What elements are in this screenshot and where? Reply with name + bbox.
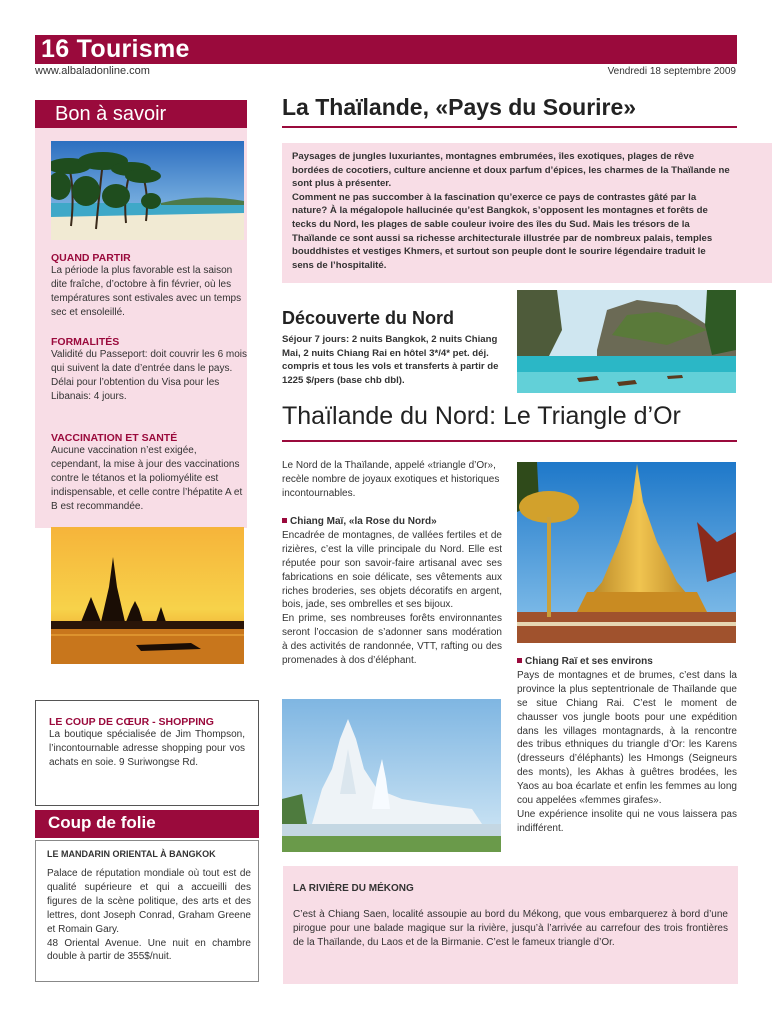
- chiang-rai-text: Pays de montagnes et de brumes, c’est dans la province la plus septentrionale de Thaïlande que se situe Chiang Rai. C’est le moment de chausser vos jungle boots pour une expédition dans les villages montagnards, à la rencontre des tribus ethniques du triangle d’Or: les Karens (dresseurs d’éléphants) les Hmongs (Seigneurs des monts), les Akhas à guêtres brodées, les Yaos au boa écarlate et enfin les femmes au long cou appelées «femmes girafes».: [517, 669, 737, 807]
- coup-de-folie-title: Coup de folie: [48, 813, 156, 832]
- white-temple-photo: [282, 699, 501, 852]
- quand-partir-heading: QUAND PARTIR: [51, 252, 131, 264]
- bullet-icon: [282, 518, 287, 523]
- intro-text-2: Comment ne pas succomber à la fascination qu’exerce ce pays de contrastes gâté par la nature? À la mégalopole hallucinée qu’est Bangkok, s’opposent les montagnes et forêts de tecks du Nord, les plages de sable couleur ivoire des îles du Sud. Mais les trésors de la Thaïlande ce sont aussi sa richesse architecturale illustrée par de nombreux palais, temples bouddhistes et vestiges Khmers, et surtout son peuple dont le sourire légendaire traduit le sens de l’hospitalité.: [292, 191, 713, 271]
- section-formalites: [51, 336, 247, 404]
- formalites-heading: FORMALITÉS: [51, 336, 120, 348]
- section-quand-partir: [51, 252, 247, 320]
- decouverte-title: Découverte du Nord: [282, 308, 455, 328]
- bullet-icon: [517, 658, 522, 663]
- chiang-rai-section: [517, 655, 737, 836]
- section-name: Tourisme: [76, 35, 190, 63]
- mandarin-text: Palace de réputation mondiale où tout est de qualité supérieure et qui a accueilli des figures de la scène politique, des arts et des lettres, dont Joseph Conrad, Graham Greene et Romain Gary.: [47, 868, 251, 935]
- golden-stupa-photo: [517, 462, 736, 643]
- coup-de-coeur-text: La boutique spécialisée de Jim Thompson, l’incontournable adresse shopping pour vos achats en soie. 9 Suriwongse Rd.: [49, 729, 245, 768]
- main-title-rule: [282, 126, 737, 128]
- beach-photo: [51, 141, 244, 240]
- mandarin-text-2: 48 Oriental Avenue. Une nuit en chambre double à partir de 355$/nuit.: [47, 937, 251, 963]
- triangle-intro: Le Nord de la Thaïlande, appelé «triangle d’Or», recèle nombre de joyaux exotiques et historiques incontournables.: [282, 460, 500, 499]
- triangle-title: Thaïlande du Nord: Le Triangle d’Or: [282, 402, 681, 430]
- section-vaccination: [51, 432, 247, 514]
- chiang-rai-heading-text: Chiang Raï et ses environs: [525, 656, 653, 667]
- triangle-title-rule: [282, 440, 737, 442]
- quand-partir-text: La période la plus favorable est la saison dite fraîche, d’octobre à fin février, où les températures sont estivales avec un temps sec et ensoleillé.: [51, 265, 242, 318]
- coup-de-coeur-heading: LE COUP DE CŒUR - SHOPPING: [49, 716, 214, 728]
- mandarin-content: [47, 849, 251, 964]
- mekong-text: C’est à Chiang Saen, localité assoupie au bord du Mékong, que vous embarquerez à bord d’une pirogue pour une balade magique sur la rivière, jusqu’à l’arrivée au carrefour des trois frontières de la Thaïlande, du Laos et de la Birmanie. C’est le fameux triangle d’Or.: [293, 909, 728, 948]
- page-header-title: [41, 34, 190, 65]
- temple-sunset-photo: [51, 527, 244, 664]
- sidebar-title: Bon à savoir: [55, 103, 167, 125]
- chiang-mai-heading-text: Chiang Maï, «la Rose du Nord»: [290, 516, 437, 527]
- mekong-heading: LA RIVIÈRE DU MÉKONG: [293, 883, 414, 894]
- chiang-rai-text-2: Une expérience insolite qui ne vous laissera pas indifférent.: [517, 808, 737, 834]
- intro-text: Paysages de jungles luxuriantes, montagnes embrumées, îles exotiques, plages de rêve bordées de cocotiers, culture ancienne et doux parfum d’épices, les charmes de la Thaïlande ne sont plus à présenter.: [292, 151, 730, 190]
- website-url[interactable]: www.albaladonline.com: [35, 65, 150, 77]
- chiang-mai-text: Encadrée de montagnes, de vallées fertiles et de rizières, c’est la ville principale du Nord. Elle est réputée pour son savoir-faire artisanal avec ses fabrications en soie délicate, ses vêtements aux riches broderies, ses objets décoratifs en argent, bois, jade, ses ombrelles et ses bijoux.: [282, 529, 502, 611]
- vaccination-heading: VACCINATION ET SANTÉ: [51, 432, 178, 444]
- mandarin-heading: LE MANDARIN ORIENTAL À BANGKOK: [47, 849, 216, 859]
- page-number: 16: [41, 35, 70, 63]
- intro-text-block: [292, 150, 730, 272]
- chiang-mai-section: [282, 515, 502, 668]
- formalites-text: Validité du Passeport: doit couvrir les 6 mois qui suivent la date d’entrée dans le pays.: [51, 349, 248, 374]
- vaccination-text: Aucune vaccination n’est exigée, cependant, la mise à jour des vaccinations contre le tétanos et la poliomyélite est indispensable, et celle contre l’hépatite A et B est recommandée.: [51, 445, 243, 512]
- decouverte-text: Séjour 7 jours: 2 nuits Bangkok, 2 nuits Chiang Mai, 2 nuits Chiang Rai en hôtel 3*/4* pet. déj. compris et tous les vols et transferts à partir de 1225 $/pers (base chb dbl).: [282, 334, 499, 386]
- coup-de-coeur-content: [49, 716, 249, 770]
- bay-photo: [517, 290, 736, 393]
- issue-date: Vendredi 18 septembre 2009: [607, 66, 736, 77]
- formalites-text-2: Délai pour l’obtention du Visa pour les Libanais: 4 jours.: [51, 377, 220, 402]
- chiang-mai-text-2: En prime, ses nombreuses forêts environnantes seront l’occasion de s’adonner sans modération à des activités de randonnée, VTT, rafting ou des promenades à dos d’éléphant.: [282, 613, 502, 667]
- chiang-mai-heading: [282, 515, 502, 529]
- mekong-content: [293, 883, 728, 950]
- chiang-rai-heading: [517, 655, 737, 669]
- main-title: La Thaïlande, «Pays du Sourire»: [282, 94, 637, 120]
